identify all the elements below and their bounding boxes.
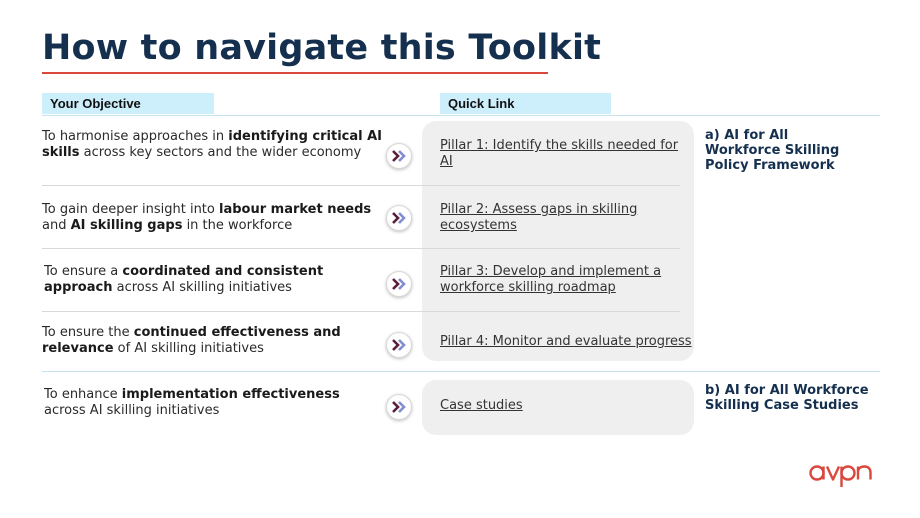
objective-run: and xyxy=(42,218,71,233)
objective-emphasis: labour market needs xyxy=(219,202,372,217)
double-chevron-right-icon xyxy=(391,339,407,351)
objective-emphasis: AI skilling gaps xyxy=(70,218,183,233)
objective-text xyxy=(42,325,382,357)
objective-run: To harmonise approaches in xyxy=(42,129,229,144)
quick-link-case-studies[interactable]: Case studies xyxy=(440,398,523,413)
objective-run: To ensure a xyxy=(44,264,123,279)
double-chevron-right-icon xyxy=(391,401,407,413)
objective-run: across key sectors and the wider economy xyxy=(79,145,362,160)
objective-run: across AI skilling initiatives xyxy=(112,280,292,295)
page-title: How to navigate this Toolkit xyxy=(42,28,602,68)
double-chevron-right-icon xyxy=(391,278,407,290)
avpn-logo xyxy=(808,460,880,495)
objective-run: of AI skilling initiatives xyxy=(113,341,264,356)
go-button[interactable] xyxy=(386,205,412,231)
objective-run: To enhance xyxy=(44,387,122,402)
double-chevron-right-icon xyxy=(391,150,407,162)
objective-emphasis: identifying critical AI skills xyxy=(42,129,383,160)
objective-emphasis: coordinated and consistent approach xyxy=(44,264,324,295)
quick-link-pillar-1[interactable]: Pillar 1: Identify the skills needed for AI xyxy=(440,138,679,169)
objective-run: in the workforce xyxy=(182,218,293,233)
go-button[interactable] xyxy=(386,271,412,297)
quick-link-pillar-2[interactable]: Pillar 2: Assess gaps in skilling ecosystems xyxy=(440,202,638,233)
row-divider xyxy=(42,311,680,312)
header-quick-link: Quick Link xyxy=(440,93,611,114)
quick-link-pillar-4[interactable]: Pillar 4: Monitor and evaluate progress xyxy=(440,334,692,349)
objective-run: To ensure the xyxy=(42,325,134,340)
objective-run: To gain deeper insight into xyxy=(42,202,219,217)
objective-text xyxy=(44,387,384,419)
double-chevron-right-icon xyxy=(391,212,407,224)
go-button[interactable] xyxy=(386,394,412,420)
quick-link-pillar-3[interactable]: Pillar 3: Develop and implement a workforce skilling roadmap xyxy=(440,264,662,295)
objective-text xyxy=(42,202,382,234)
header-divider xyxy=(42,115,880,116)
section-label-case-studies: b) AI for All Workforce Skilling Case Studies xyxy=(705,383,869,413)
row-divider xyxy=(42,185,680,186)
objective-text xyxy=(42,129,382,161)
section-label-framework: a) AI for All Workforce Skilling Policy Framework xyxy=(705,128,840,173)
go-button[interactable] xyxy=(386,332,412,358)
avpn-logo-mark xyxy=(808,460,880,490)
objective-emphasis: implementation effectiveness xyxy=(121,387,340,402)
objective-run: across AI skilling initiatives xyxy=(44,403,220,418)
objective-text xyxy=(44,264,384,296)
objective-emphasis: continued effectiveness and relevance xyxy=(42,325,341,356)
title-underline xyxy=(42,72,548,74)
section-divider xyxy=(42,371,880,372)
go-button[interactable] xyxy=(386,143,412,169)
header-your-objective: Your Objective xyxy=(42,93,214,114)
row-divider xyxy=(42,248,680,249)
